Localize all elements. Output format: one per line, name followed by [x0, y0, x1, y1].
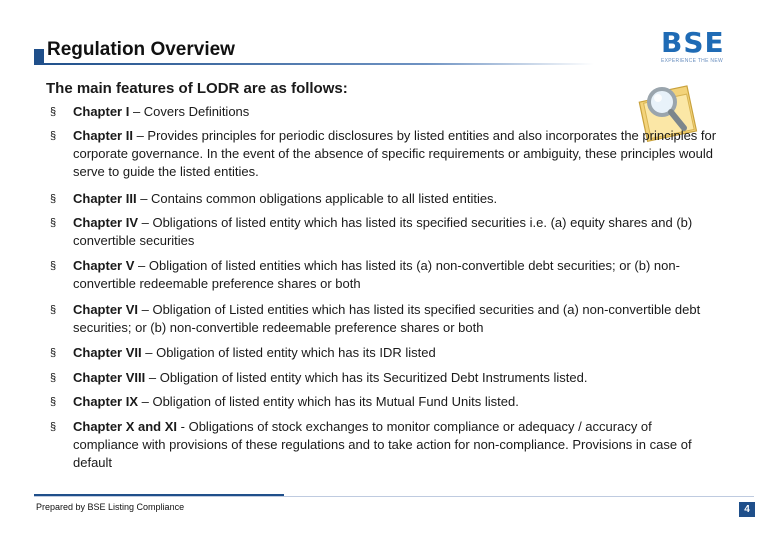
footer-credit: Prepared by BSE Listing Compliance — [36, 502, 185, 512]
item-description: – Contains common obligations applicable to all listed entities. — [136, 191, 498, 206]
bullet-icon: § — [50, 260, 57, 272]
bullet-icon: § — [50, 396, 57, 408]
slide-header — [34, 35, 594, 65]
item-title: Chapter VII — [73, 345, 142, 360]
footer-divider-light — [34, 496, 754, 497]
item-title: Chapter III — [73, 191, 137, 206]
header-divider — [34, 63, 594, 65]
bullet-icon: § — [50, 217, 57, 229]
intro-heading: The main features of LODR are as follows: — [46, 80, 348, 97]
page-number: 4 — [739, 502, 755, 517]
item-description: – Provides principles for periodic disclosures by listed entities and also incorporates the principles for corporate governance. In the event of the absence of specific requirements or ambiguity, these principles would serve to guide the listed entities. — [73, 128, 717, 179]
bse-logo — [655, 26, 725, 66]
item-description: - Obligations of stock exchanges to monitor compliance or adequacy / accuracy of compliance with provisions of these regulations and to take action for non-compliance. Provisions in case of default — [73, 419, 692, 470]
page-title: Regulation Overview — [47, 39, 235, 60]
item-description: – Obligation of listed entity which has its Mutual Fund Units listed. — [138, 394, 519, 409]
bullet-icon: § — [50, 130, 57, 142]
item-description: – Obligation of listed entities which has listed its (a) non-convertible debt securities; or (b) non-convertible redeemable preference shares or both — [73, 258, 680, 291]
bullet-icon: § — [50, 193, 57, 205]
item-title: Chapter VI — [73, 302, 139, 317]
item-title: Chapter I — [73, 104, 130, 119]
item-description: – Covers Definitions — [129, 104, 250, 119]
item-description: – Obligation of Listed entities which has listed its specified securities and (a) non-convertible debt securities; or (b) non-convertible redeemable preference shares or both — [73, 302, 701, 335]
bullet-icon: § — [50, 106, 57, 118]
item-title: Chapter VIII — [73, 370, 146, 385]
item-title: Chapter X and XI — [73, 419, 178, 434]
item-description: – Obligation of listed entity which has its Securitized Debt Instruments listed. — [145, 370, 588, 385]
item-title: Chapter V — [73, 258, 135, 273]
item-description: – Obligations of listed entity which has listed its specified securities i.e. (a) equity shares and (b) convertible securities — [73, 215, 693, 248]
item-title: Chapter II — [73, 128, 133, 143]
bullet-icon: § — [50, 347, 57, 359]
logo-text: BSE — [661, 26, 725, 59]
logo-tagline: EXPERIENCE THE NEW — [661, 58, 723, 64]
item-title: Chapter IX — [73, 394, 139, 409]
bullet-icon: § — [50, 304, 57, 316]
item-description: – Obligation of listed entity which has its IDR listed — [141, 345, 436, 360]
bullet-icon: § — [50, 421, 57, 433]
item-title: Chapter IV — [73, 215, 139, 230]
bullet-icon: § — [50, 372, 57, 384]
header-accent-block — [34, 49, 44, 63]
